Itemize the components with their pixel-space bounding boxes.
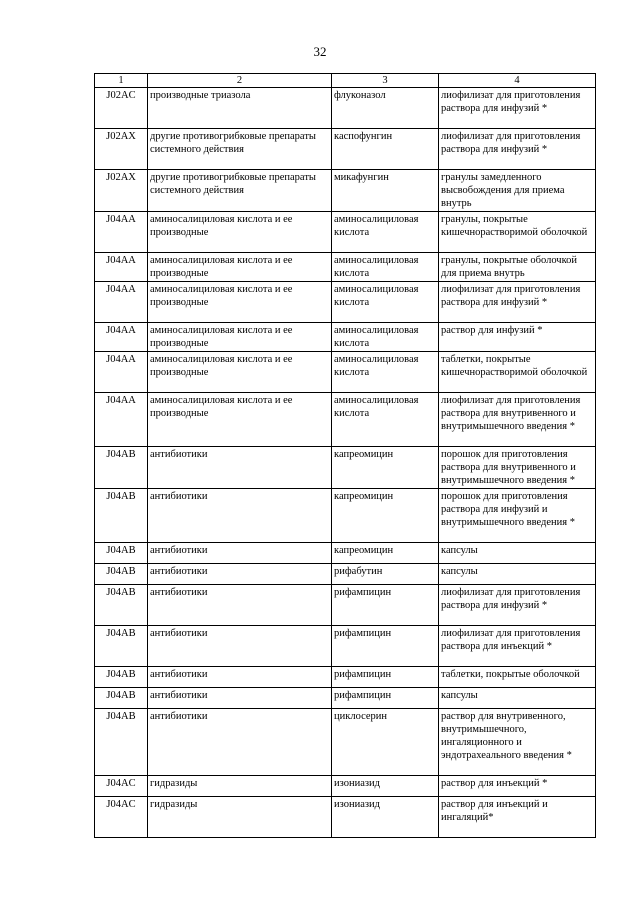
group-name-cell: антибиотики xyxy=(148,626,332,667)
table-row xyxy=(95,626,596,667)
substance-cell: аминосалициловая кислота xyxy=(332,352,439,393)
dosage-form-cell: порошок для приготовления раствора для инфузий и внутримышечного введения * xyxy=(439,489,596,543)
table-row xyxy=(95,170,596,212)
substance-cell: капреомицин xyxy=(332,543,439,564)
substance-cell: изониазид xyxy=(332,776,439,797)
dosage-form-cell: лиофилизат для приготовления раствора для инфузий * xyxy=(439,585,596,626)
group-name-cell: другие противогрибковые препараты системного действия xyxy=(148,129,332,170)
substance-cell: капреомицин xyxy=(332,447,439,489)
dosage-form-cell: лиофилизат для приготовления раствора для инфузий * xyxy=(439,282,596,323)
group-name-cell: антибиотики xyxy=(148,585,332,626)
atc-code-cell: J04AB xyxy=(95,709,148,776)
atc-code-cell: J04AA xyxy=(95,212,148,253)
atc-code-cell: J02AC xyxy=(95,88,148,129)
dosage-form-cell: гранулы замедленного высвобождения для приема внутрь xyxy=(439,170,596,212)
dosage-form-cell: гранулы, покрытые кишечнорастворимой оболочкой xyxy=(439,212,596,253)
atc-code-cell: J04AC xyxy=(95,776,148,797)
substance-cell: изониазид xyxy=(332,797,439,838)
substance-cell: рифампицин xyxy=(332,585,439,626)
table-row xyxy=(95,253,596,282)
atc-code-cell: J04AC xyxy=(95,797,148,838)
substance-cell: аминосалициловая кислота xyxy=(332,323,439,352)
dosage-form-cell: раствор для инъекций * xyxy=(439,776,596,797)
group-name-cell: гидразиды xyxy=(148,797,332,838)
table-row xyxy=(95,564,596,585)
table-row xyxy=(95,212,596,253)
group-name-cell: производные триазола xyxy=(148,88,332,129)
table-row xyxy=(95,447,596,489)
table-row xyxy=(95,129,596,170)
group-name-cell: антибиотики xyxy=(148,564,332,585)
header-cell-2: 2 xyxy=(148,74,332,88)
atc-code-cell: J04AA xyxy=(95,352,148,393)
dosage-form-cell: гранулы, покрытые оболочкой для приема внутрь xyxy=(439,253,596,282)
dosage-form-cell: порошок для приготовления раствора для внутривенного и внутримышечного введения * xyxy=(439,447,596,489)
atc-code-cell: J02AX xyxy=(95,170,148,212)
header-cell-1: 1 xyxy=(95,74,148,88)
substance-cell: рифампицин xyxy=(332,688,439,709)
dosage-form-cell: таблетки, покрытые кишечнорастворимой оболочкой xyxy=(439,352,596,393)
group-name-cell: другие противогрибковые препараты системного действия xyxy=(148,170,332,212)
dosage-form-cell: раствор для внутривенного, внутримышечного, ингаляционного и эндотрахеального введения * xyxy=(439,709,596,776)
table-row xyxy=(95,543,596,564)
substance-cell: циклосерин xyxy=(332,709,439,776)
group-name-cell: антибиотики xyxy=(148,543,332,564)
table-row xyxy=(95,585,596,626)
dosage-form-cell: капсулы xyxy=(439,543,596,564)
table-row xyxy=(95,393,596,447)
group-name-cell: аминосалициловая кислота и ее производные xyxy=(148,212,332,253)
substance-cell: рифампицин xyxy=(332,626,439,667)
atc-code-cell: J04AB xyxy=(95,564,148,585)
atc-code-cell: J02AX xyxy=(95,129,148,170)
group-name-cell: антибиотики xyxy=(148,447,332,489)
table-row xyxy=(95,709,596,776)
atc-code-cell: J04AB xyxy=(95,688,148,709)
table-row xyxy=(95,88,596,129)
dosage-form-cell: раствор для инфузий * xyxy=(439,323,596,352)
group-name-cell: аминосалициловая кислота и ее производные xyxy=(148,393,332,447)
substance-cell: аминосалициловая кислота xyxy=(332,393,439,447)
group-name-cell: гидразиды xyxy=(148,776,332,797)
group-name-cell: аминосалициловая кислота и ее производные xyxy=(148,282,332,323)
dosage-form-cell: лиофилизат для приготовления раствора для внутривенного и внутримышечного введения * xyxy=(439,393,596,447)
substance-cell: рифабутин xyxy=(332,564,439,585)
dosage-form-cell: лиофилизат для приготовления раствора для инфузий * xyxy=(439,88,596,129)
header-cell-3: 3 xyxy=(332,74,439,88)
group-name-cell: аминосалициловая кислота и ее производные xyxy=(148,253,332,282)
group-name-cell: антибиотики xyxy=(148,489,332,543)
atc-code-cell: J04AA xyxy=(95,323,148,352)
page-number: 32 xyxy=(313,44,327,59)
substance-cell: микафунгин xyxy=(332,170,439,212)
atc-code-cell: J04AB xyxy=(95,585,148,626)
table-header-row xyxy=(95,74,596,88)
table-row xyxy=(95,776,596,797)
substance-cell: флуконазол xyxy=(332,88,439,129)
drug-table xyxy=(94,73,596,838)
dosage-form-cell: раствор для инъекций и ингаляций* xyxy=(439,797,596,838)
dosage-form-cell: таблетки, покрытые оболочкой xyxy=(439,667,596,688)
group-name-cell: аминосалициловая кислота и ее производные xyxy=(148,352,332,393)
header-cell-4: 4 xyxy=(439,74,596,88)
table-row xyxy=(95,489,596,543)
substance-cell: аминосалициловая кислота xyxy=(332,253,439,282)
atc-code-cell: J04AB xyxy=(95,667,148,688)
substance-cell: аминосалициловая кислота xyxy=(332,282,439,323)
substance-cell: каспофунгин xyxy=(332,129,439,170)
group-name-cell: антибиотики xyxy=(148,709,332,776)
group-name-cell: антибиотики xyxy=(148,688,332,709)
table-row xyxy=(95,282,596,323)
atc-code-cell: J04AB xyxy=(95,543,148,564)
group-name-cell: антибиотики xyxy=(148,667,332,688)
atc-code-cell: J04AA xyxy=(95,393,148,447)
dosage-form-cell: капсулы xyxy=(439,688,596,709)
substance-cell: капреомицин xyxy=(332,489,439,543)
table-row xyxy=(95,352,596,393)
table-row xyxy=(95,667,596,688)
table-row xyxy=(95,323,596,352)
dosage-form-cell: капсулы xyxy=(439,564,596,585)
table-row xyxy=(95,688,596,709)
group-name-cell: аминосалициловая кислота и ее производные xyxy=(148,323,332,352)
atc-code-cell: J04AA xyxy=(95,253,148,282)
dosage-form-cell: лиофилизат для приготовления раствора для инъекций * xyxy=(439,626,596,667)
substance-cell: рифампицин xyxy=(332,667,439,688)
substance-cell: аминосалициловая кислота xyxy=(332,212,439,253)
dosage-form-cell: лиофилизат для приготовления раствора для инфузий * xyxy=(439,129,596,170)
atc-code-cell: J04AB xyxy=(95,626,148,667)
atc-code-cell: J04AB xyxy=(95,447,148,489)
table-row xyxy=(95,797,596,838)
atc-code-cell: J04AB xyxy=(95,489,148,543)
atc-code-cell: J04AA xyxy=(95,282,148,323)
